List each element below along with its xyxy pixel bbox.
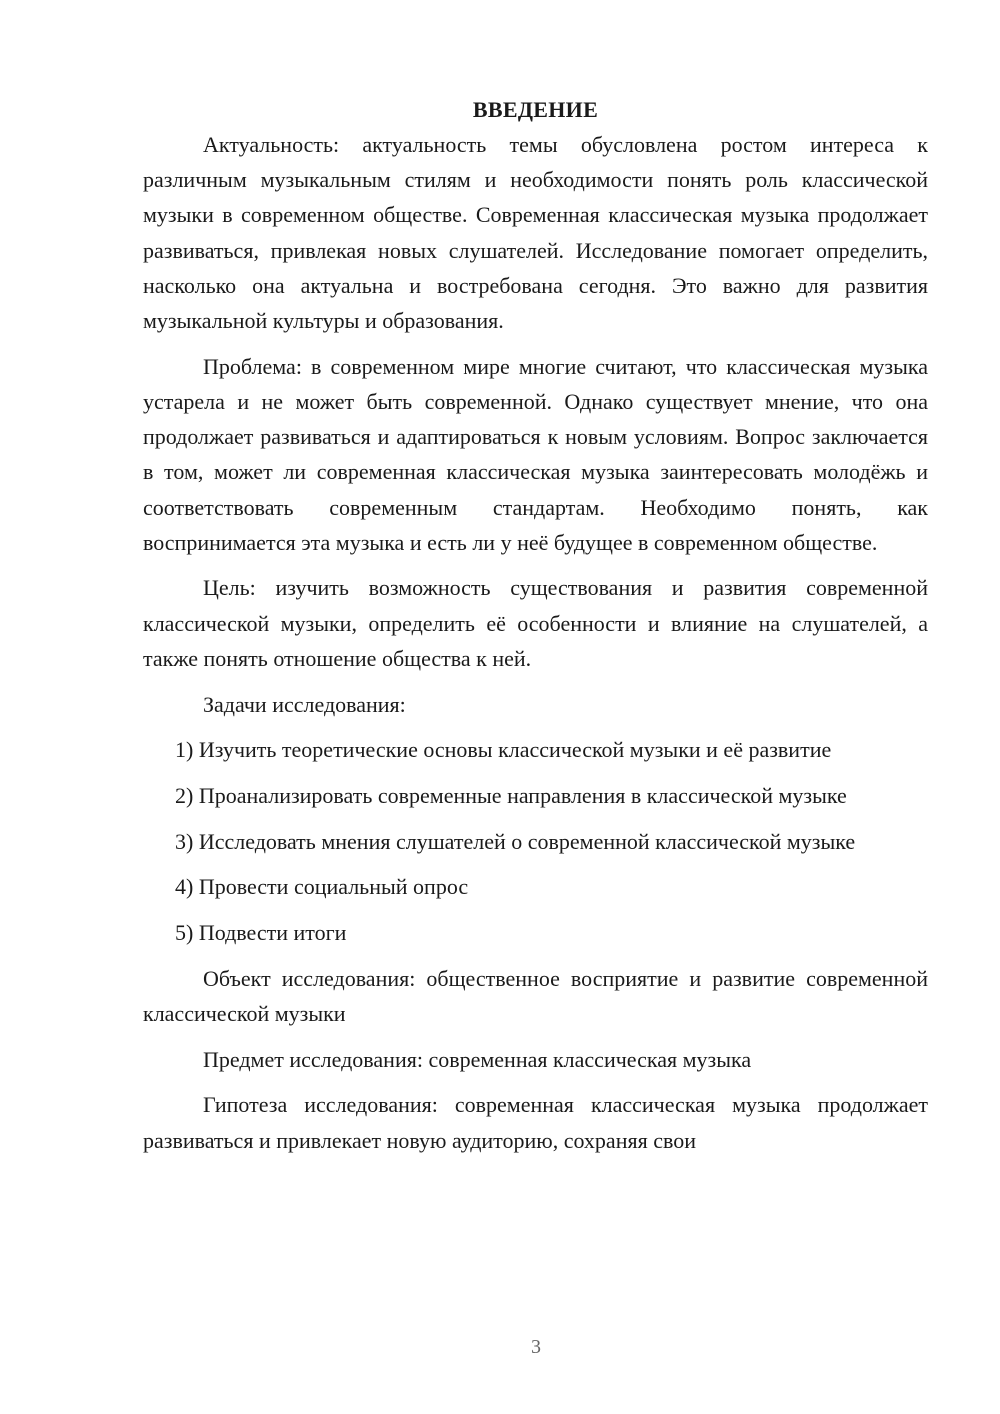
section-heading: ВВЕДЕНИЕ [472, 97, 599, 122]
page-number: 3 [531, 1336, 541, 1358]
problem-paragraph: Проблема: в современном мире многие считают, что классическая музыка устарела и не может быть современной. Однако существует мнение, что она продолжает развиваться и адаптироваться к новым условиям. Вопрос заключается в том, может ли современная классическая музыка заинтересовать молодёжь и соответствовать современным стандартам. Необходимо понять, как воспринимается эта музыка и есть ли у неё будущее в современном обществе. [143, 353, 928, 555]
task-item-1: 1) Изучить теоретические основы классической музыки и её развитие [175, 737, 832, 763]
relevance-paragraph: Актуальность: актуальность темы обусловлена ростом интереса к различным музыкальным стилям и необходимости понять роль классической музыки в современном обществе. Современная классическая музыка продолжает развиваться, привлекая новых слушателей. Исследование помогает определить, насколько она актуальна и востребована сегодня. Это важно для развития музыкальной культуры и образования. [143, 132, 928, 334]
task-item-4: 4) Провести социальный опрос [175, 874, 469, 900]
task-item-5: 5) Подвести итоги [175, 920, 347, 946]
hypothesis-paragraph: Гипотеза исследования: современная классическая музыка продолжает развиваться и привлекает новую аудиторию, сохраняя свои [143, 1092, 928, 1153]
document-page [143, 92, 928, 1158]
tasks-heading: Задачи исследования: [203, 691, 406, 717]
task-item-2: 2) Проанализировать современные направления в классической музыке [175, 782, 847, 808]
subject-paragraph: Предмет исследования: современная классическая музыка [203, 1046, 752, 1072]
task-item-3: 3) Исследовать мнения слушателей о современной классической музыке [175, 828, 856, 854]
goal-paragraph: Цель: изучить возможность существования и развития современной классической музыки, определить её особенности и влияние на слушателей, а также понять отношение общества к ней. [143, 575, 928, 671]
object-paragraph: Объект исследования: общественное восприятие и развитие современной классической музыки [143, 965, 928, 1026]
